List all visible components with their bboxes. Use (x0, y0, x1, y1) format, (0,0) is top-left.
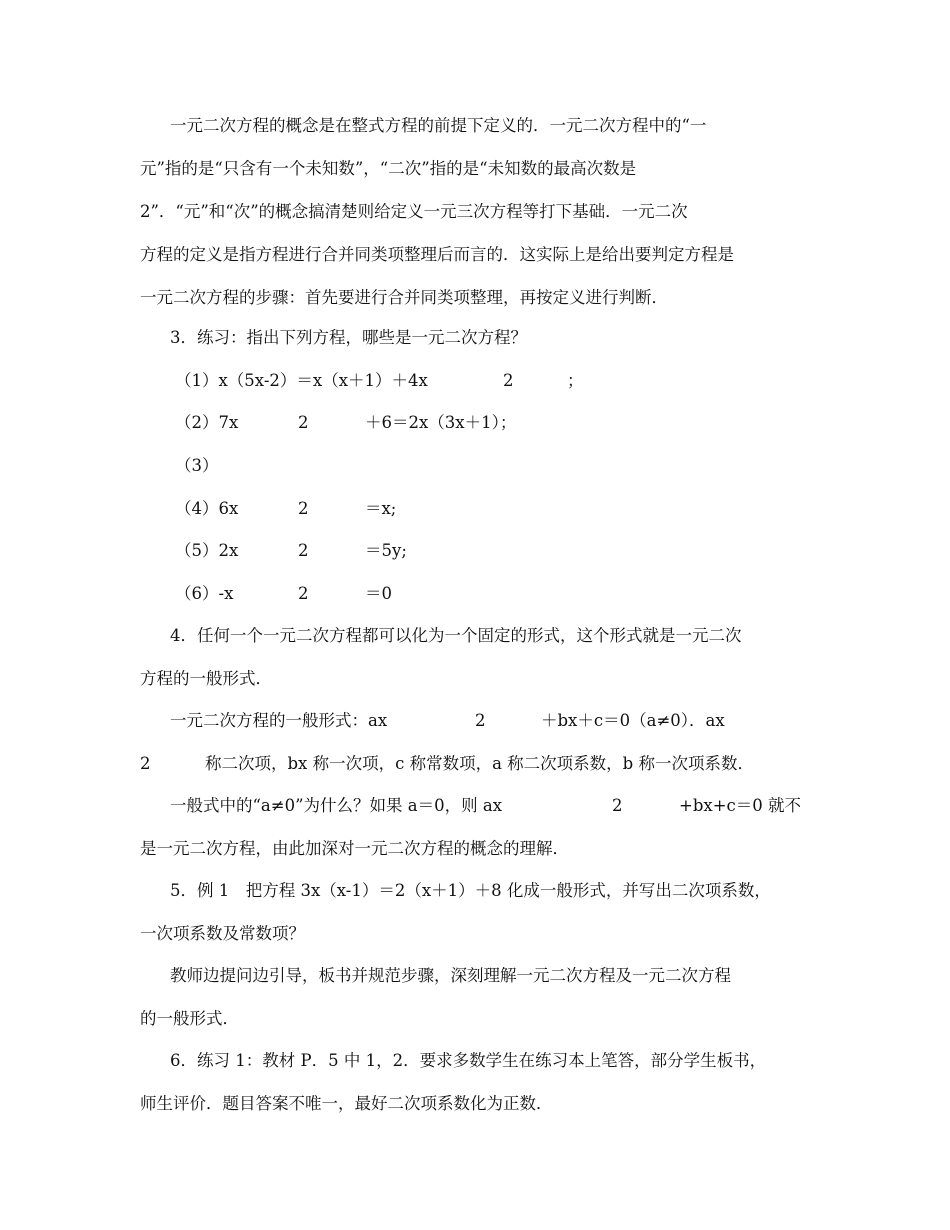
general-form-line-2: 方程的一般形式． (140, 669, 272, 688)
question-text: 一般式中的“a≠0”为什么？如果 a＝0，则 ax (170, 796, 502, 815)
example-line-1: 5．例 1 把方程 3x（x-1）＝2（x＋1）＋8 化成一般形式，并写出二次项系数， (170, 881, 771, 900)
equation-text: （3） (175, 456, 219, 475)
equation-text: （5）2x (175, 541, 239, 560)
exercise-3-heading: 3．练习：指出下列方程，哪些是一元二次方程？ (170, 328, 527, 347)
example-line-2: 一次项系数及常数项？ (140, 924, 305, 943)
definition-text-end: ＋bx＋c＝0（a≠0）．ax (541, 711, 725, 730)
practice-line-2: 师生评价．题目答案不唯一，最好二次项系数化为正数． (140, 1094, 553, 1113)
equation-text-end: ＋6＝2x（3x＋1）； (365, 413, 517, 432)
teacher-note-line-1: 教师边提问边引导，板书并规范步骤，深刻理解一元二次方程及一元二次方程 (170, 966, 731, 985)
equation-text: （6）-x (175, 584, 234, 603)
exponent: 2 (298, 541, 309, 560)
exponent: 2 (612, 796, 623, 815)
equation-text-end: ； (567, 371, 584, 390)
intro-line-5: 一元二次方程的步骤：首先要进行合并同类项整理，再按定义进行判断． (140, 288, 668, 307)
question-text-end: +bx+c＝0 就不 (679, 796, 802, 815)
intro-line-3: 2”．“元”和“次”的概念搞清楚则给定义一元三次方程等打下基础．一元二次 (140, 202, 688, 221)
equation-text: （1）x（5x-2）＝x（x＋1）＋4x (175, 371, 428, 390)
exponent: 2 (503, 371, 514, 390)
exponent: 2 (140, 754, 151, 773)
teacher-note-line-2: 的一般形式． (140, 1009, 239, 1028)
intro-line-2: 元”指的是“只含有一个未知数”，“二次”指的是“未知数的最高次数是 (140, 159, 637, 178)
equation-text-end: ＝0 (365, 584, 392, 603)
intro-line-1: 一元二次方程的概念是在整式方程的前提下定义的．一元二次方程中的“一 (170, 116, 707, 135)
exponent: 2 (298, 584, 309, 603)
definition-text: 一元二次方程的一般形式：ax (170, 711, 388, 730)
practice-line-1: 6．练习 1：教材 P．5 中 1，2．要求多数学生在练习本上笔答，部分学生板书， (170, 1051, 767, 1070)
terms-text: 称二次项，bx 称一次项，c 称常数项，a 称二次项系数，b 称一次项系数． (205, 754, 754, 773)
equation-text-end: ＝5y; (365, 541, 407, 560)
exponent: 2 (298, 413, 309, 432)
equation-text: （2）7x (175, 413, 239, 432)
exponent: 2 (298, 499, 309, 518)
intro-line-4: 方程的定义是指方程进行合并同类项整理后而言的．这实际上是给出要判定方程是 (140, 245, 734, 264)
general-form-line-1: 4．任何一个一元二次方程都可以化为一个固定的形式，这个形式就是一元二次 (170, 626, 742, 645)
equation-text-end: ＝x; (365, 499, 397, 518)
general-form-question-line-2: 是一元二次方程，由此加深对一元二次方程的概念的理解． (140, 839, 569, 858)
equation-text: （4）6x (175, 499, 239, 518)
exponent: 2 (475, 711, 486, 730)
